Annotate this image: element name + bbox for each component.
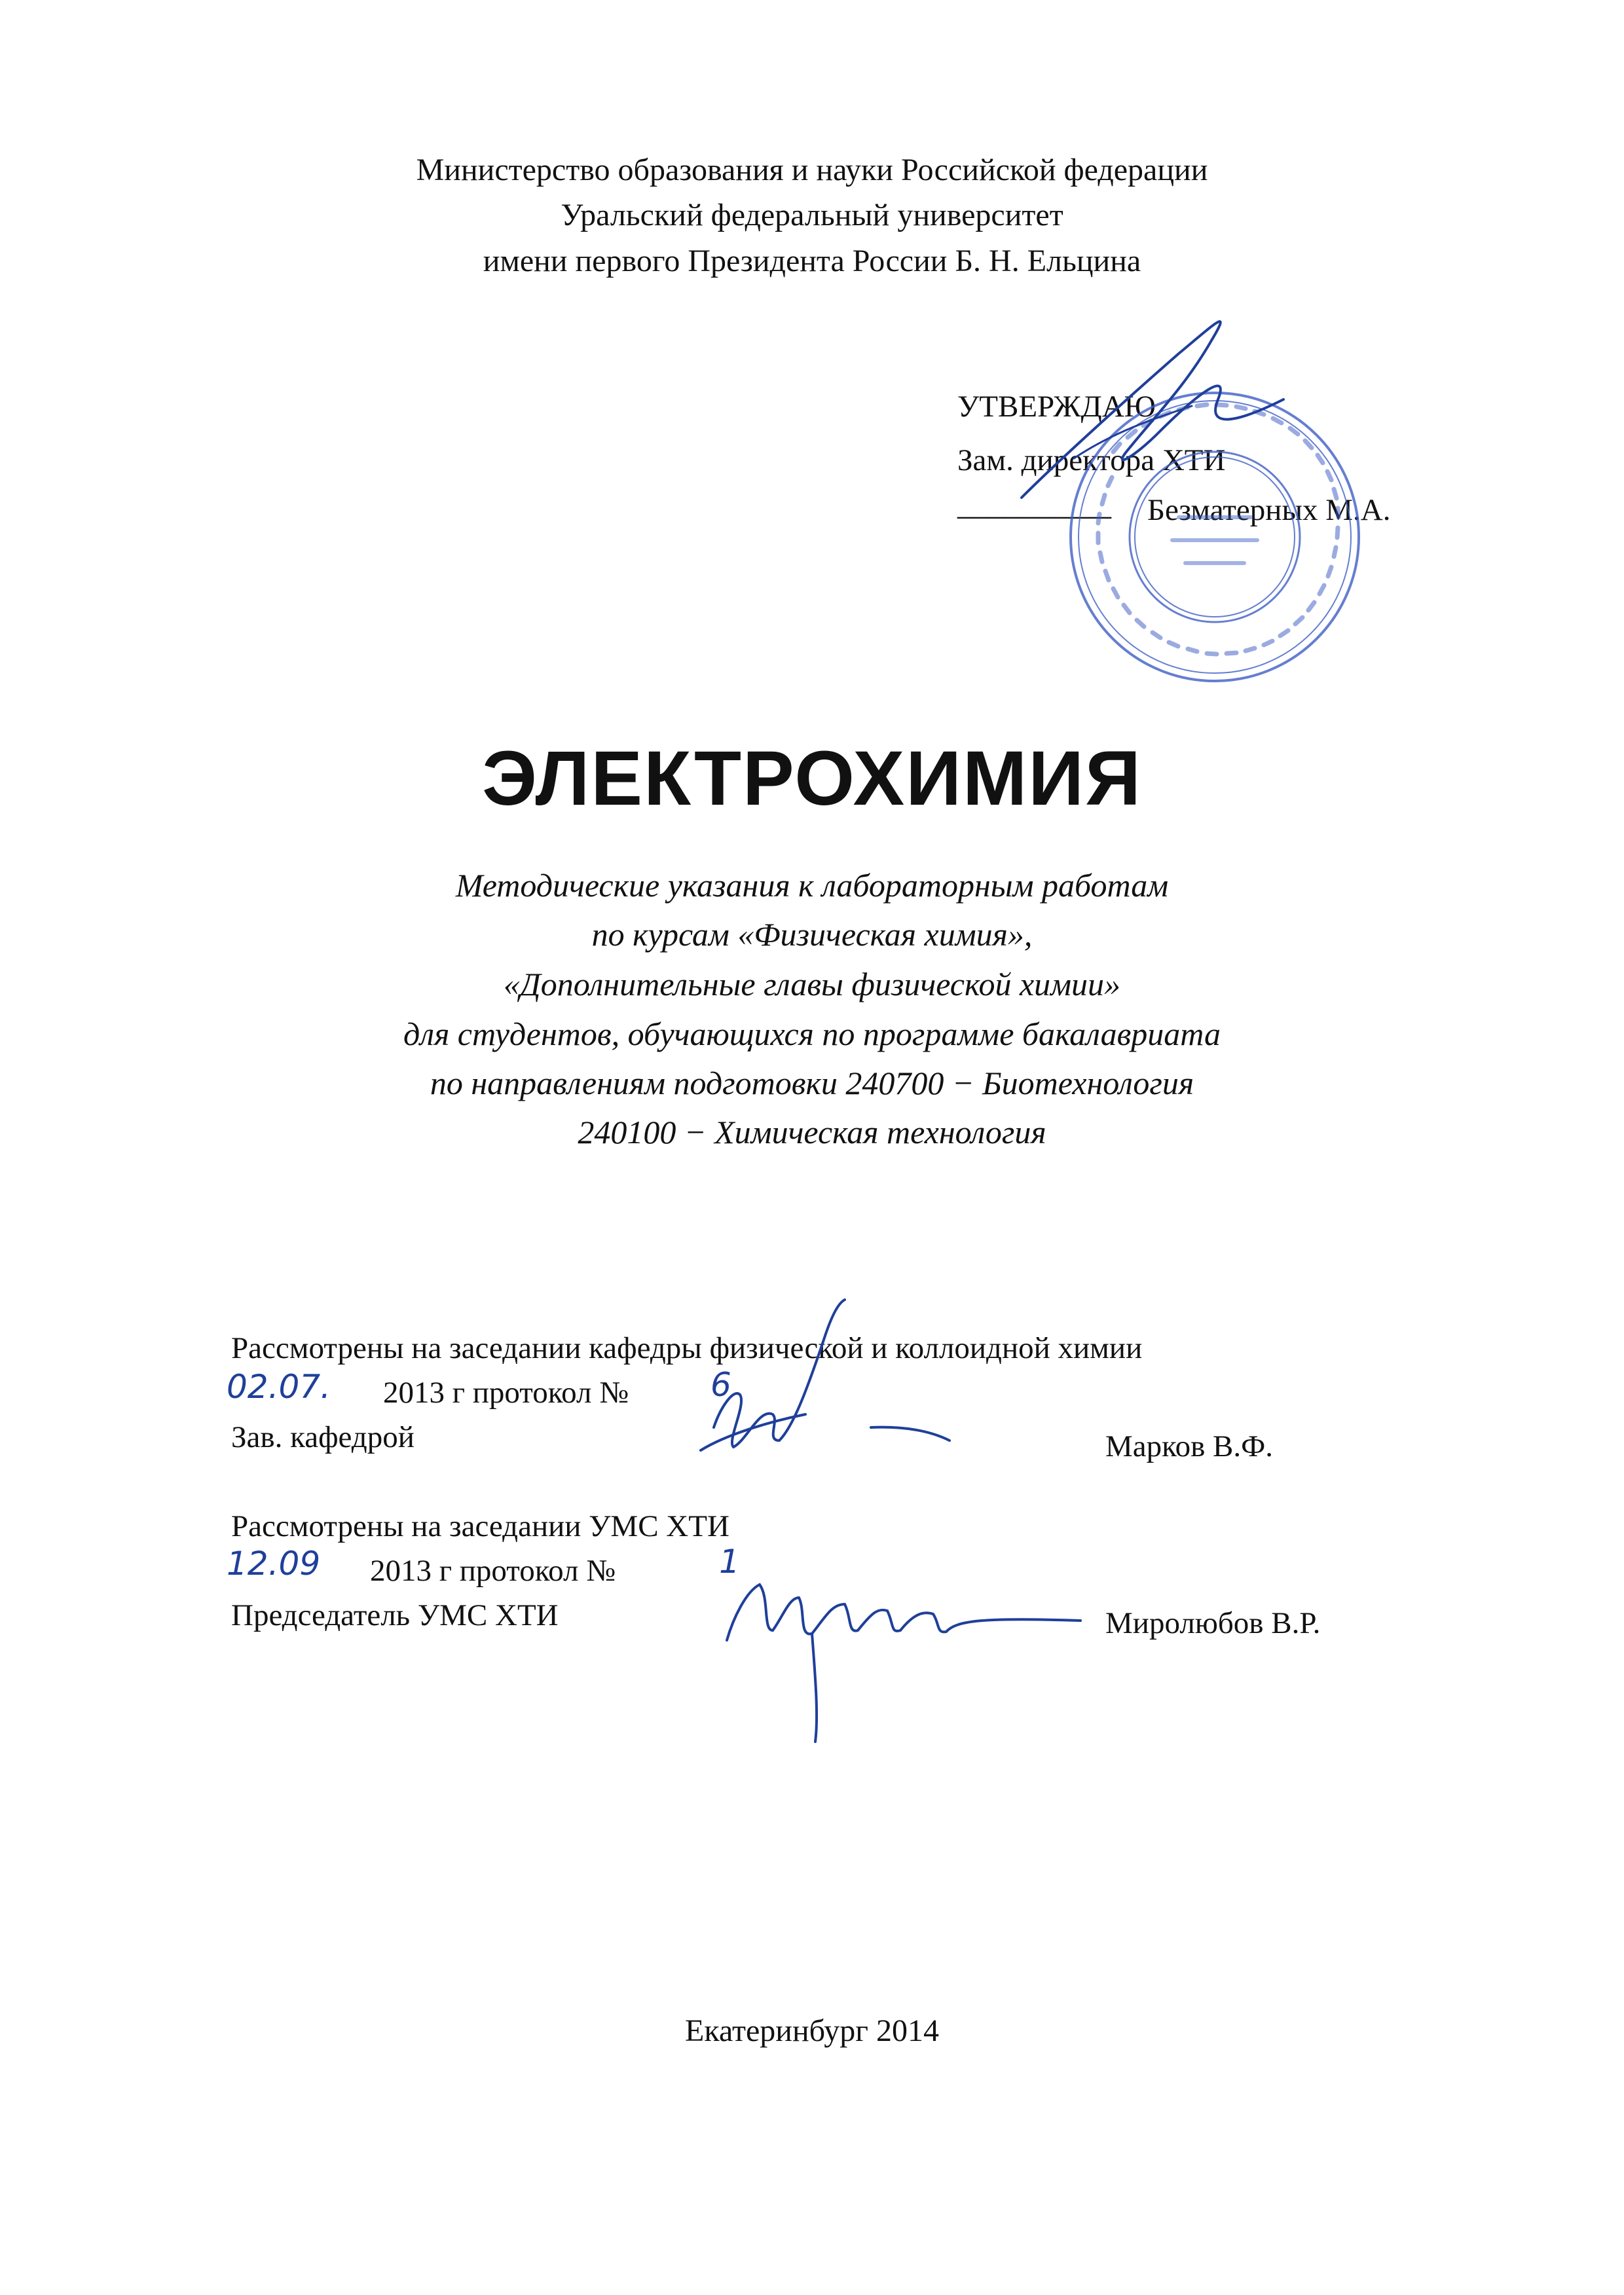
document-title: ЭЛЕКТРОХИМИЯ [482, 735, 1142, 822]
subtitle-line: по курсам «Физическая химия», [591, 916, 1033, 953]
department-head-name: Марков В.Ф. [1105, 1429, 1274, 1463]
ums-chair-name: Миролюбов В.Р. [1105, 1606, 1321, 1640]
mirolyubov-signature [727, 1585, 1080, 1742]
approval-position: Зам. директора ХТИ [957, 443, 1226, 477]
ums-chair-label: Председатель УМС ХТИ [231, 1598, 559, 1632]
subtitle-line: для студентов, обучающихся по программе бакалавриата [403, 1016, 1221, 1052]
approval-signature-line: __________ [957, 488, 1111, 522]
subtitle-line: 240100 − Химическая технология [578, 1114, 1046, 1150]
ums-review-line: Рассмотрены на заседании УМС ХТИ [231, 1509, 729, 1543]
university-line: Уральский федеральный университет [561, 198, 1063, 232]
ums-protocol-text: 2013 г протокол № [370, 1554, 616, 1588]
markov-signature [701, 1300, 950, 1450]
department-head-label: Зав. кафедрой [231, 1420, 415, 1454]
department-review-line: Рассмотрены на заседании кафедры физической и коллоидной химии [231, 1331, 1143, 1365]
department-protocol-text: 2013 г протокол № [383, 1376, 629, 1410]
department-review-date: 02.07. [227, 1368, 331, 1406]
department-protocol-number: 6 [710, 1366, 731, 1404]
approval-title: УТВЕРЖДАЮ [957, 390, 1156, 424]
subtitle-line: Методические указания к лабораторным работам [455, 867, 1169, 904]
approval-name: Безматерных М.А. [1147, 493, 1391, 527]
ums-review-date: 12.09 [227, 1545, 321, 1583]
footer-city-year: Екатеринбург 2014 [685, 2013, 939, 2048]
subtitle-line: «Дополнительные главы физической химии» [503, 966, 1121, 1002]
ums-protocol-number: 1 [719, 1543, 740, 1581]
ministry-line: Министерство образования и науки Российской федерации [416, 153, 1208, 187]
university-name-line: имени первого Президента России Б. Н. Ельцина [483, 244, 1141, 278]
subtitle-line: по направлениям подготовки 240700 − Биотехнология [430, 1065, 1194, 1101]
